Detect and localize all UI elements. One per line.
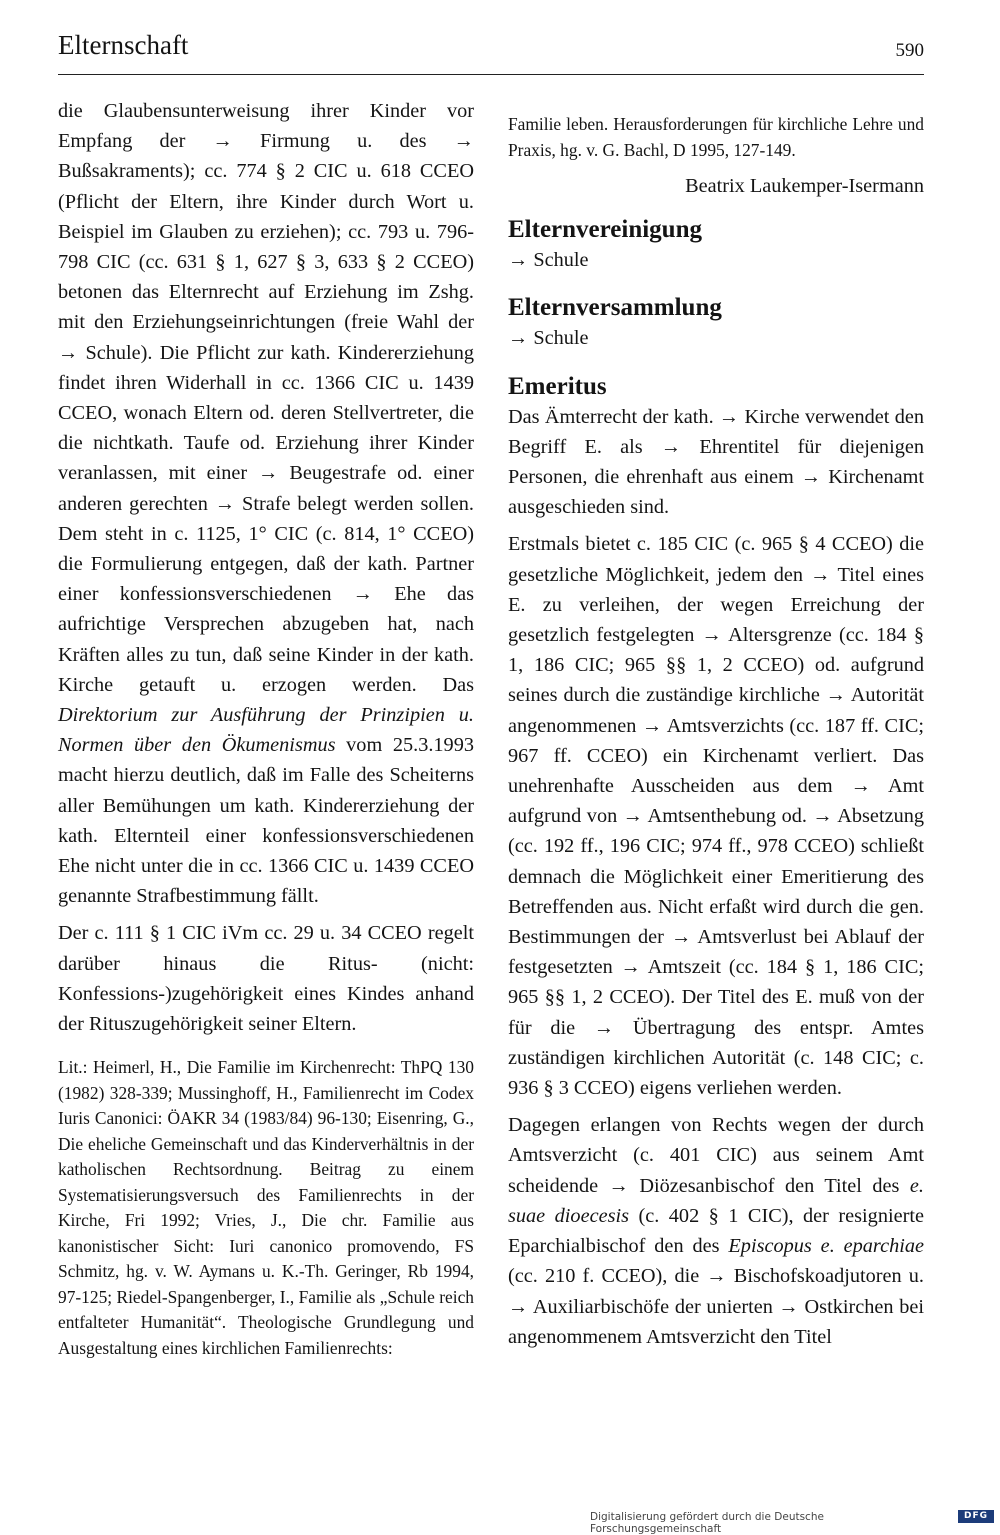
left-column <box>58 96 474 1361</box>
paragraph-rite-membership: Der c. 111 § 1 CIC iVm cc. 29 u. 34 CCEO regelt darüber hinaus die Ritus- (nicht: Konfessions-)zugehörigkeit eines Kindes anhand der Rituszugehörigkeit seiner Eltern. <box>58 922 474 1036</box>
cross-reference-schule: → Schule <box>508 327 589 350</box>
paragraph-text: (cc. 210 f. CCEO), die → Bischofskoadjutoren u. → Auxiliarbischöfe der unierten → Ostkirchen bei angenommenem Amtsverzicht den Titel <box>508 1265 924 1348</box>
cross-reference-schule: → Schule <box>508 249 589 272</box>
paragraph-emeritus-bishops <box>508 1110 924 1352</box>
paragraph-text: (c. 402 § 1 CIC), der resignierte Eparchialbischof den des <box>508 1204 924 1258</box>
literature-list: Lit.: Heimerl, H., Die Familie im Kirchenrecht: ThPQ 130 (1982) 328-339; Mussinghoff, H., Familienrecht im Codex Iuris Canonici: ÖAKR 34 (1983/84) 96-130; Eisenring, G., Die eheliche Gemeinschaft und das Kinderverhältnis in der katholischen Rechtsordnung. Beitrag zu einem Systematisierungsversuch des Familienrechts in der Kirche, Fri 1992; Vries, J., Die chr. Familie aus kanonistischer Sicht: Iuri canonico promovendo, FS Schmitz, hg. v. W. Aymans u. K.-Th. Geringer, Rb 1994, 97-125; Riedel-Spangenberger, I., Familie als „Schule reich entfalteter Humanität“. Theologische Grundlegung und Ausgestaltung eines kirchlichen Familienrechts: <box>58 1057 474 1358</box>
literature-continuation: Familie leben. Herausforderungen für kirchliche Lehre und Praxis, hg. v. G. Bachl, D 1995, 127-149. <box>508 114 924 160</box>
paragraph-text: Dagegen erlangen von Rechts wegen der durch Amtsverzicht (c. 401 CIC) aus seinem Amt scheidende → Diözesanbischof den Titel des <box>508 1114 924 1197</box>
dfg-logo: DFG <box>958 1510 994 1523</box>
latin-term: e. suae dioecesis <box>508 1174 924 1227</box>
paragraph-text: vom 25.3.1993 macht hierzu deutlich, daß im Falle des Scheiterns aller Bemühungen um kath. Kindererziehung der kath. Elternteil einer konfessionsverschiedenen Ehe nicht unter die in cc. 1366 CIC u. 1439 CCEO genannte Strafbestimmung fällt. <box>58 734 474 908</box>
paragraph-emeritus-definition: Das Ämterrecht der kath. → Kirche verwendet den Begriff E. als → Ehrentitel für diejenigen Personen, die ehrenhaft aus einem → Kirchenamt ausgeschieden sind. <box>508 405 924 519</box>
entry-title-elternversammlung: Elternversammlung <box>508 294 722 322</box>
paragraph-text: die Glaubensunterweisung ihrer Kinder vor Empfang der → Firmung u. des → Bußsakraments); cc. 774 § 2 CIC u. 618 CCEO (Pflicht der Eltern, ihre Kinder durch Wort u. Beispiel im Glauben zu erziehen); cc. 793 u. 796-798 CIC (cc. 631 § 1, 627 § 3, 633 § 2 CCEO) betonen das Elternrecht auf Erziehung im Zshg. mit den Erziehungseinrichtungen (freie Wahl der → Schule). Die Pflicht zur kath. Kindererziehung findet ihren Widerhall in cc. 1366 CIC u. 1439 CCEO, wonach Eltern od. deren Stellvertreter, die die nichtkath. Taufe od. Erziehung ihrer Kinder veranlassen, mit einer → Beugestrafe od. einer anderen gerechten → Strafe belegt werden sollen. Dem steht in c. 1125, 1° CIC (c. 814, 1° CCEO) die Formulierung entgegen, daß der kath. Partner einer konfessionsverschiedenen → Ehe das aufrichtige Versprechen abzugeben hat, nach Kräften alles zu tun, daß seine Kinder in der kath. Kirche getauft u. erzogen werden. Das <box>58 100 474 696</box>
page-number: 590 <box>895 40 924 61</box>
author-signature: Beatrix Laukemper-Isermann <box>685 175 924 197</box>
document-title: Direktorium zur Ausführung der Prinzipien u. Normen über den Ökumenismus <box>58 704 474 757</box>
entry-title-emeritus: Emeritus <box>508 372 607 400</box>
paragraph-emeritus-law: Erstmals bietet c. 185 CIC (c. 965 § 4 CCEO) die gesetzliche Möglichkeit, jedem den → Titel eines E. zu verleihen, der wegen Erreichung der gesetzlich festgelegten → Altersgrenze (cc. 184 § 1, 186 CIC; 965 §§ 1, 2 CCEO) od. aufgrund seines durch die zuständige kirchliche → Autorität angenommenen → Amtsverzichts (cc. 187 ff. CIC; 967 ff. CCEO) ein Kirchenamt verliert. Das unehrenhafte Ausscheiden aus dem → Amt aufgrund von → Amtsenthebung od. → Absetzung (cc. 192 ff., 196 CIC; 974 ff., 978 CCEO) schließt demnach die Möglichkeit einer Emeritierung des Betreffenden aus. Nicht erfaßt wird durch die gen. Bestimmungen der → Amtsverlust bei Ablauf der festgesetzten → Amtszeit (cc. 184 § 1, 186 CIC; 965 §§ 1, 2 CCEO). Der Titel des E. muß von der für die → Übertragung des entspr. Amtes zuständigen kirchlichen Autorität (c. 148 CIC; c. 936 § 3 CCEO) eigens verliehen werden. <box>508 533 924 1100</box>
digitization-footer <box>590 1507 1000 1535</box>
page-header <box>58 30 924 75</box>
footer-credit: Digitalisierung gefördert durch die Deutsche Forschungsgemeinschaft <box>590 1511 824 1535</box>
right-column <box>508 96 924 1352</box>
entry-title-elternvereinigung: Elternvereinigung <box>508 216 702 244</box>
latin-term: Episcopus e. eparchiae <box>728 1235 924 1258</box>
paragraph-parental-duties <box>58 96 474 911</box>
running-head: Elternschaft <box>58 30 189 60</box>
